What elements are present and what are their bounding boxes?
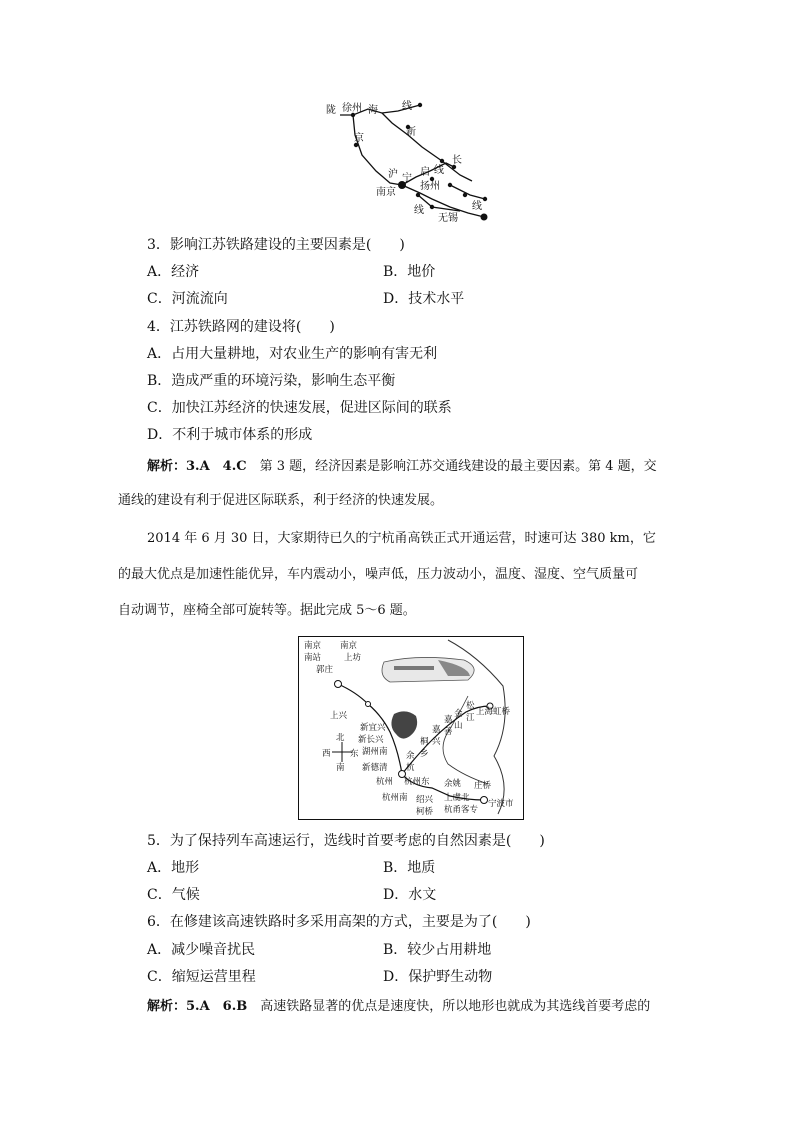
map2-label: 上海虹桥 — [476, 707, 511, 717]
map2-label: 山 — [454, 721, 463, 731]
analysis-label: 解析：5.A 6.B — [147, 999, 248, 1014]
map2-label: 杭 — [406, 763, 415, 773]
map1-label: 线 — [434, 165, 444, 176]
question-6-option-a: A．减少噪音扰民 — [147, 942, 256, 958]
question-3-stem: 3．影响江苏铁路建设的主要因素是( ) — [147, 237, 405, 253]
intro-line-2: 的最大优点是加速性能优异，车内震动小，噪声低，压力波动小，温度、湿度、空气质量可 — [118, 567, 639, 582]
jiangsu-railway-map — [320, 95, 500, 225]
map2-label: 新长兴 — [358, 735, 384, 745]
map1-label: 宁 — [402, 173, 412, 184]
question-3-option-c: C．河流流向 — [147, 291, 228, 307]
map2-label: 乡 — [420, 749, 429, 759]
question-5-option-a: A．地形 — [147, 860, 200, 876]
map1-label: 徐州 — [342, 103, 362, 114]
map1-label: 陇 — [326, 105, 336, 116]
map2-label: 上坊 — [344, 653, 362, 663]
map1-label: 海 — [368, 105, 378, 116]
question-5-stem: 5．为了保持列车高速运行，选线时首要考虑的自然因素是( ) — [147, 833, 545, 849]
map1-label: 南京 — [376, 187, 396, 198]
map2-label: 杭州南 — [382, 793, 408, 803]
analysis-text: 第 3 题，经济因素是影响江苏交通线建设的最主要因素。第 4 题，交 — [246, 459, 657, 474]
map2-label: 湖州南 — [362, 747, 388, 757]
analysis-1-line-1 — [147, 458, 707, 476]
question-6-stem: 6．在修建该高速铁路时多采用高架的方式，主要是为了( ) — [147, 914, 531, 930]
question-4-option-a: A．占用大量耕地，对农业生产的影响有害无利 — [147, 346, 438, 362]
map2-label: 南京 — [340, 641, 358, 651]
map2-label: 东 — [350, 749, 359, 759]
analysis-1-line-2: 通线的建设有利于促进区际联系，利于经济的快速发展。 — [118, 493, 444, 508]
map1-label: 京 — [354, 133, 364, 144]
analysis-text: 高速铁路显著的优点是速度快，所以地形也就成为其选线首要考虑的 — [247, 999, 651, 1014]
analysis-2-line-1 — [147, 998, 707, 1016]
question-5-option-d: D．水文 — [383, 887, 437, 903]
map2-label: 北 — [336, 733, 345, 743]
map2-label: 余姚 — [444, 779, 462, 789]
analysis-label: 解析：3.A 4.C — [147, 459, 247, 474]
question-3-option-d: D．技术水平 — [383, 291, 465, 307]
question-3-option-a: A．经济 — [147, 264, 200, 280]
map1-label: 扬州 — [420, 181, 440, 192]
map2-label: 柯桥 — [416, 807, 434, 817]
map2-label: 余 — [406, 751, 415, 761]
map2-label: 西 — [322, 749, 331, 759]
map1-label: 线 — [472, 201, 482, 212]
ninghangyong-railway-map — [298, 636, 524, 820]
map2-label: 嘉 — [432, 725, 441, 735]
intro-line-3: 自动调节，座椅全部可旋转等。据此完成 5～6 题。 — [118, 603, 416, 618]
map2-label: 郭庄 — [316, 665, 334, 675]
map1-label: 线 — [402, 101, 412, 112]
question-3-option-b: B．地价 — [383, 264, 436, 280]
map2-label: 上兴 — [330, 711, 348, 721]
map2-label: 南站 — [304, 653, 322, 663]
question-5-option-c: C．气候 — [147, 887, 200, 903]
map2-label: 金 — [454, 709, 463, 719]
train-image — [382, 657, 474, 682]
map1-label: 无锡 — [438, 213, 458, 224]
question-6-option-c: C．缩短运营里程 — [147, 969, 256, 985]
map2-label: 绍兴 — [416, 795, 434, 805]
map2-label: 南京 — [304, 641, 322, 651]
map2-label: 善 — [444, 727, 453, 737]
map2-label: 杭甬客专 — [444, 805, 479, 815]
map1-label: 长 — [452, 155, 462, 166]
map1-label: 新 — [406, 127, 416, 138]
map2-label: 松 — [466, 701, 475, 711]
question-6-option-d: D．保护野生动物 — [383, 969, 493, 985]
map2-label: 江 — [466, 713, 475, 723]
intro-line-1: 2014 年 6 月 30 日，大家期待已久的宁杭甬高铁正式开通运营，时速可达 380 km，它 — [147, 531, 656, 546]
map2-label: 兴 — [432, 737, 441, 747]
map1-label: 启 — [420, 167, 430, 178]
map2-label: 庄桥 — [474, 781, 492, 791]
question-4-option-d: D．不利于城市体系的形成 — [147, 427, 313, 443]
question-6-option-b: B．较少占用耕地 — [383, 942, 492, 958]
question-4-option-b: B．造成严重的环境污染，影响生态平衡 — [147, 373, 396, 389]
map2-label: 杭州东 — [404, 777, 430, 787]
map2-label: 宁波市 — [488, 799, 514, 809]
map2-label: 桐 — [420, 737, 429, 747]
map2-label: 南 — [336, 763, 345, 773]
question-5-option-b: B．地质 — [383, 860, 436, 876]
map1-label: 沪 — [388, 169, 398, 180]
map2-label: 新宜兴 — [360, 723, 386, 733]
map1-label: 线 — [414, 205, 424, 216]
question-4-stem: 4．江苏铁路网的建设将( ) — [147, 319, 335, 335]
map2-label: 新德清 — [362, 763, 388, 773]
map2-label: 杭州 — [376, 777, 394, 787]
question-4-option-c: C．加快江苏经济的快速发展，促进区际间的联系 — [147, 400, 452, 416]
map2-label: 上虞北 — [444, 793, 470, 803]
map2-label: 嘉 — [444, 715, 453, 725]
